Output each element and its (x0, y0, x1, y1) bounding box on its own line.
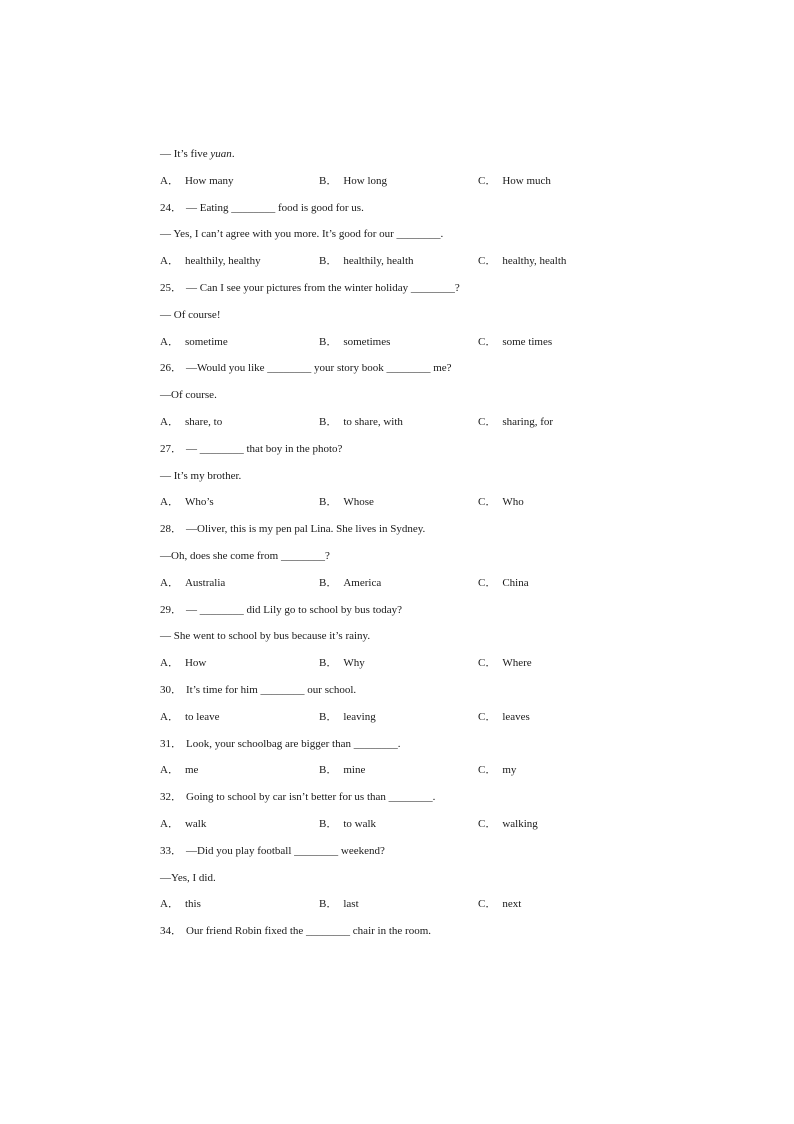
q23-answer-line (160, 147, 720, 174)
q27-option-b[interactable]: B． Whose (319, 496, 374, 509)
q28-option-a[interactable]: A． Australia (160, 576, 226, 589)
q23-answer-prefix: — It’s five (160, 148, 211, 160)
q31-stem (160, 737, 720, 764)
q29-option-c[interactable]: C． Where (478, 657, 532, 670)
q27-line2: — It’s my brother. (160, 469, 242, 482)
q31-line1: Look, your schoolbag are bigger than ________. (186, 737, 401, 750)
q28-options (160, 576, 720, 603)
q33-option-b[interactable]: B． last (319, 898, 359, 911)
q27-options (160, 495, 720, 522)
q26-stem (160, 361, 720, 388)
q32-option-a[interactable]: A． walk (160, 817, 207, 830)
q28-stem (160, 522, 720, 549)
q23-answer-italic: yuan (210, 148, 232, 160)
q31-option-b[interactable]: B． mine (319, 764, 366, 777)
q33-line2: —Yes, I did. (160, 871, 216, 884)
q27-number: 27． (160, 442, 182, 455)
q24-line2: — Yes, I can’t agree with you more. It’s good for our ________. (160, 228, 444, 241)
q27-line1: — ________ that boy in the photo? (186, 442, 343, 455)
q30-options (160, 710, 720, 737)
q25-option-a[interactable]: A． sometime (160, 335, 228, 348)
q29-line2: — She went to school by bus because it’s rainy. (160, 630, 371, 643)
q26-option-b[interactable]: B． to share, with (319, 415, 403, 428)
q24-option-b[interactable]: B． healthily, health (319, 255, 414, 268)
q29-option-b[interactable]: B． Why (319, 657, 365, 670)
q33-option-a[interactable]: A． this (160, 898, 201, 911)
q26-line2: —Of course. (160, 389, 217, 402)
q25-stem (160, 281, 720, 308)
q24-option-c[interactable]: C． healthy, health (478, 255, 567, 268)
q25-number: 25． (160, 281, 182, 294)
q28-line2: —Oh, does she come from ________? (160, 549, 330, 562)
q26-options (160, 415, 720, 442)
q28-option-c[interactable]: C． China (478, 576, 529, 589)
q27-stem (160, 442, 720, 469)
q32-stem (160, 790, 720, 817)
q30-option-c[interactable]: C． leaves (478, 710, 530, 723)
q23-options (160, 174, 720, 201)
q30-number: 30． (160, 683, 182, 696)
q32-options (160, 817, 720, 844)
q23-answer-suffix: . (231, 148, 235, 160)
q24-line1: — Eating ________ food is good for us. (186, 201, 364, 214)
q25-line2: — Of course! (160, 308, 221, 321)
q32-option-c[interactable]: C． walking (478, 817, 538, 830)
q31-option-a[interactable]: A． me (160, 764, 199, 777)
q23-option-b[interactable]: B． How long (319, 174, 388, 187)
q34-number: 34． (160, 925, 182, 938)
q26-option-a[interactable]: A． share, to (160, 415, 223, 428)
q28-option-b[interactable]: B． America (319, 576, 382, 589)
q33-number: 33． (160, 844, 182, 857)
q33-stem (160, 844, 720, 871)
q24-options (160, 254, 720, 281)
question-list (160, 147, 720, 951)
q32-option-b[interactable]: B． to walk (319, 817, 377, 830)
q32-number: 32． (160, 791, 182, 804)
q29-stem (160, 603, 720, 630)
q28-line1: —Oliver, this is my pen pal Lina. She lives in Sydney. (186, 523, 426, 536)
q25-option-c[interactable]: C． some times (478, 335, 553, 348)
q31-number: 31． (160, 737, 182, 750)
q33-line1: —Did you play football ________ weekend? (186, 844, 385, 857)
q33-option-c[interactable]: C． next (478, 898, 522, 911)
q26-line1: —Would you like ________ your story book ________ me? (186, 362, 452, 375)
q27-option-a[interactable]: A． Who’s (160, 496, 214, 509)
q31-option-c[interactable]: C． my (478, 764, 517, 777)
q30-stem (160, 683, 720, 710)
q26-option-c[interactable]: C． sharing, for (478, 415, 554, 428)
q27-option-c[interactable]: C． Who (478, 496, 524, 509)
q24-number: 24． (160, 201, 182, 214)
q31-options (160, 763, 720, 790)
q23-option-a[interactable]: A． How many (160, 174, 234, 187)
q29-option-a[interactable]: A． How (160, 657, 207, 670)
q25-option-b[interactable]: B． sometimes (319, 335, 391, 348)
q29-number: 29． (160, 603, 182, 616)
q29-line1: — ________ did Lily go to school by bus today? (186, 603, 403, 616)
q29-options (160, 656, 720, 683)
q25-line1: — Can I see your pictures from the winter holiday ________? (186, 281, 460, 294)
q32-line1: Going to school by car isn’t better for us than ________. (186, 791, 436, 804)
q33-options (160, 897, 720, 924)
q24-option-a[interactable]: A． healthily, healthy (160, 255, 261, 268)
q24-stem (160, 201, 720, 228)
q26-number: 26． (160, 362, 182, 375)
q30-line1: It’s time for him ________ our school. (186, 683, 357, 696)
q23-option-c[interactable]: C． How much (478, 174, 551, 187)
q28-number: 28． (160, 523, 182, 536)
q30-option-b[interactable]: B． leaving (319, 710, 376, 723)
q30-option-a[interactable]: A． to leave (160, 710, 220, 723)
q34-stem (160, 924, 720, 951)
q34-line1: Our friend Robin fixed the ________ chair in the room. (186, 925, 432, 938)
q25-options (160, 335, 720, 362)
